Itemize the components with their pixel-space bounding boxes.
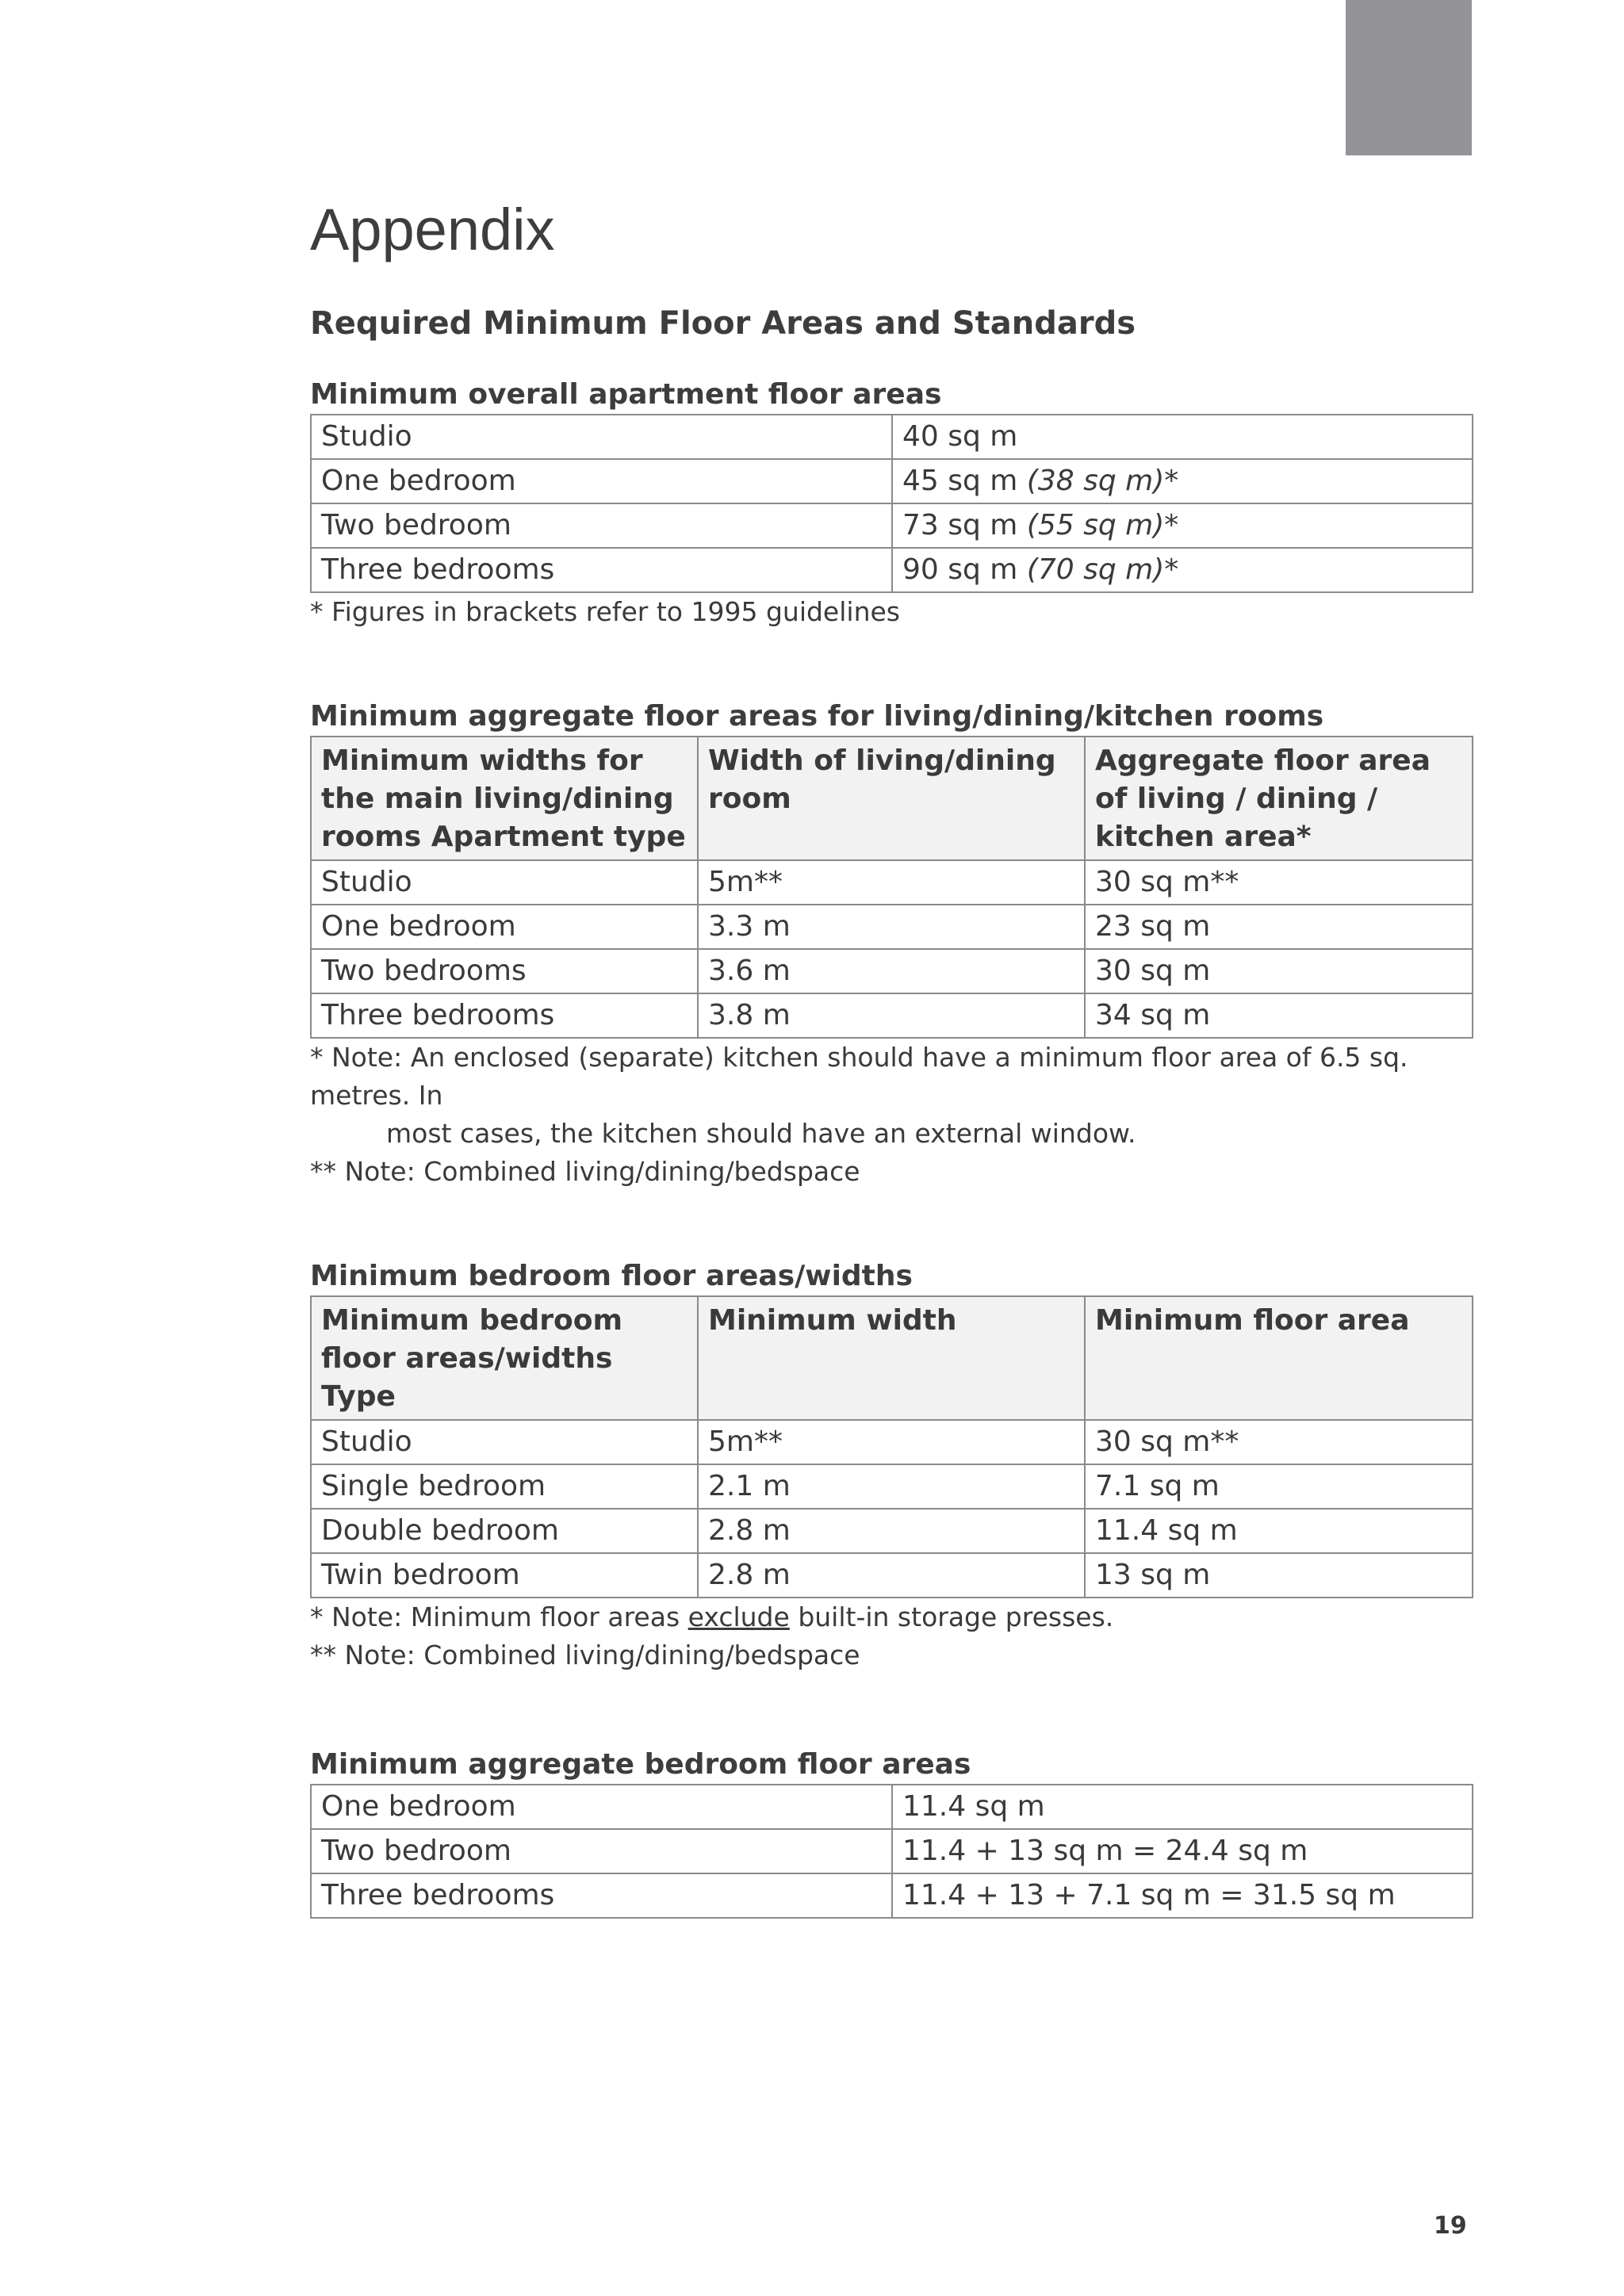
column-header: Minimum bedroom floor areas/widths Type: [311, 1296, 698, 1420]
table-cell: [892, 459, 1473, 503]
note-emphasis: exclude: [688, 1601, 790, 1632]
aggregate-bedroom-table: [310, 1784, 1473, 1919]
page-title: Appendix: [310, 197, 555, 262]
table-note: ** Note: Combined living/dining/bedspace: [310, 1640, 860, 1670]
table-note: [310, 1598, 1472, 1636]
table-cell: Two bedrooms: [311, 949, 698, 993]
table-cell: Three bedrooms: [311, 548, 892, 592]
table-cell: One bedroom: [311, 1785, 892, 1829]
old-area-value: (38 sq m)*: [1026, 465, 1179, 497]
table-row: [311, 548, 1473, 592]
table-cell: Double bedroom: [311, 1509, 698, 1553]
table-row: [311, 949, 1473, 993]
table-note: * Note: An enclosed (separate) kitchen should have a minimum floor area of 6.5 sq. metres. In: [310, 1042, 1408, 1111]
table-row: [311, 415, 1473, 459]
table-cell: One bedroom: [311, 905, 698, 949]
aggregate-bedroom-section: [310, 1746, 1472, 1919]
table-cell: Three bedrooms: [311, 993, 698, 1038]
table-cell: Two bedroom: [311, 503, 892, 548]
table-cell: 34 sq m: [1085, 993, 1473, 1038]
table-cell: 13 sq m: [1085, 1553, 1473, 1598]
table-row: [311, 1509, 1473, 1553]
table-cell: Twin bedroom: [311, 1553, 698, 1598]
table-cell: Studio: [311, 415, 892, 459]
note-text: * Note: Minimum floor areas: [310, 1601, 680, 1632]
table-cell: 30 sq m: [1085, 949, 1473, 993]
table-note: ** Note: Combined living/dining/bedspace: [310, 1156, 860, 1187]
table-row: [311, 503, 1473, 548]
bedroom-areas-section: [310, 1257, 1472, 1674]
page-content: [310, 190, 1472, 1919]
living-dining-section: [310, 698, 1472, 1191]
table-row: [311, 1553, 1473, 1598]
column-header: Minimum widths for the main living/dining rooms Apartment type: [311, 737, 698, 860]
apartment-floor-areas-table: [310, 414, 1473, 593]
table-cell: 3.6 m: [698, 949, 1085, 993]
living-dining-table: [310, 736, 1473, 1039]
table-cell: 23 sq m: [1085, 905, 1473, 949]
column-header: Width of living/dining room: [698, 737, 1085, 860]
note-text: built-in storage presses.: [798, 1601, 1114, 1632]
table-row: [311, 1785, 1473, 1829]
table-cell: 3.8 m: [698, 993, 1085, 1038]
area-value: 45 sq m: [902, 465, 1018, 497]
table-heading: Minimum aggregate bedroom floor areas: [310, 1748, 971, 1781]
page-number: 19: [1434, 2212, 1467, 2240]
table-row: [311, 459, 1473, 503]
table-cell: 11.4 sq m: [1085, 1509, 1473, 1553]
column-header: Aggregate floor area of living / dining / kitchen area*: [1085, 737, 1473, 860]
column-header: Minimum floor area: [1085, 1296, 1473, 1420]
apartment-floor-areas-section: [310, 376, 1472, 631]
table-cell: 11.4 + 13 + 7.1 sq m = 31.5 sq m: [892, 1873, 1473, 1918]
table-row: [311, 1873, 1473, 1918]
table-heading: Minimum bedroom floor areas/widths: [310, 1260, 913, 1292]
area-value: 90 sq m: [902, 553, 1018, 586]
table-cell: [892, 548, 1473, 592]
section-heading: Required Minimum Floor Areas and Standards: [310, 305, 1136, 342]
table-cell: 5m**: [698, 860, 1085, 905]
table-cell: 30 sq m**: [1085, 1420, 1473, 1464]
area-value: 40 sq m: [902, 420, 1018, 453]
bedroom-areas-table: [310, 1295, 1473, 1598]
table-cell: Single bedroom: [311, 1464, 698, 1509]
table-cell: 3.3 m: [698, 905, 1085, 949]
table-heading: Minimum overall apartment floor areas: [310, 378, 942, 411]
table-heading: Minimum aggregate floor areas for living/dining/kitchen rooms: [310, 700, 1324, 733]
area-value: 73 sq m: [902, 509, 1018, 541]
table-cell: 5m**: [698, 1420, 1085, 1464]
table-header-row: [311, 1296, 1473, 1420]
table-cell: 30 sq m**: [1085, 860, 1473, 905]
table-cell: 2.1 m: [698, 1464, 1085, 1509]
table-cell: Three bedrooms: [311, 1873, 892, 1918]
column-header: Minimum width: [698, 1296, 1085, 1420]
table-cell: [892, 503, 1473, 548]
table-row: [311, 860, 1473, 905]
table-row: [311, 993, 1473, 1038]
table-note-continued: most cases, the kitchen should have an external window.: [386, 1118, 1136, 1149]
table-row: [311, 1420, 1473, 1464]
table-cell: Studio: [311, 860, 698, 905]
table-cell: 11.4 + 13 sq m = 24.4 sq m: [892, 1829, 1473, 1873]
corner-tab: [1346, 0, 1472, 155]
table-cell: 7.1 sq m: [1085, 1464, 1473, 1509]
table-row: [311, 1829, 1473, 1873]
table-row: [311, 905, 1473, 949]
table-header-row: [311, 737, 1473, 860]
table-cell: One bedroom: [311, 459, 892, 503]
table-cell: [892, 415, 1473, 459]
table-cell: 11.4 sq m: [892, 1785, 1473, 1829]
table-cell: Two bedroom: [311, 1829, 892, 1873]
table-cell: 2.8 m: [698, 1509, 1085, 1553]
table-row: [311, 1464, 1473, 1509]
table-note: * Figures in brackets refer to 1995 guidelines: [310, 596, 900, 627]
old-area-value: (55 sq m)*: [1026, 509, 1179, 541]
table-cell: 2.8 m: [698, 1553, 1085, 1598]
old-area-value: (70 sq m)*: [1026, 553, 1179, 586]
table-cell: Studio: [311, 1420, 698, 1464]
